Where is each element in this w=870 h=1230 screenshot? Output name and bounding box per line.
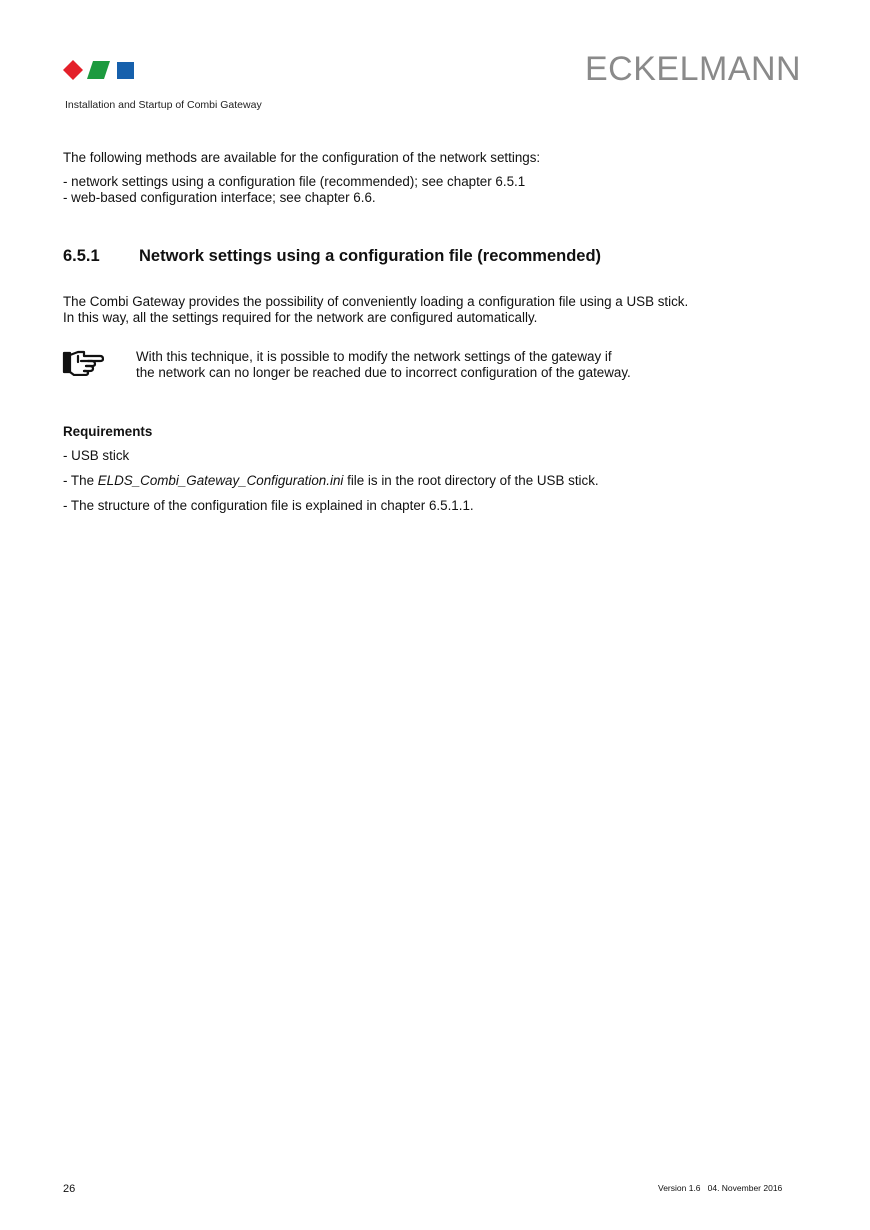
requirement-item: - USB stick [63, 448, 130, 463]
intro-paragraph: The following methods are available for the configuration of the network settings: [63, 150, 541, 165]
method-list [63, 174, 525, 206]
pointing-hand-icon [62, 348, 104, 376]
requirements-heading: Requirements [63, 424, 153, 439]
description-paragraph [63, 294, 688, 326]
document-header-title: Installation and Startup of Combi Gateway [65, 99, 262, 111]
note-text [136, 349, 631, 381]
page-number: 26 [63, 1183, 76, 1195]
description-line: In this way, all the settings required for the network are configured automatically. [63, 310, 538, 325]
company-logo-mark [63, 58, 135, 82]
section-number: 6.5.1 [63, 247, 100, 265]
description-line: The Combi Gateway provides the possibility of conveniently loading a configuration file using a USB stick. [63, 294, 689, 309]
section-heading [63, 247, 601, 266]
version-info: Version 1.6 04. November 2016 [658, 1183, 783, 1193]
requirement-text: - The [63, 473, 98, 488]
section-title: Network settings using a configuration file (recommended) [139, 247, 602, 265]
note-line: With this technique, it is possible to modify the network settings of the gateway if [136, 349, 612, 364]
note-line: the network can no longer be reached due to incorrect configuration of the gateway. [136, 365, 631, 380]
requirements-list [63, 448, 599, 523]
brand-name: ECKELMANN [585, 50, 802, 88]
requirement-item [63, 473, 599, 489]
requirement-text: file is in the root directory of the USB stick. [343, 473, 599, 488]
method-item: - network settings using a configuration file (recommended); see chapter 6.5.1 [63, 174, 526, 189]
method-item: - web-based configuration interface; see chapter 6.6. [63, 190, 376, 205]
config-filename: ELDS_Combi_Gateway_Configuration.ini [97, 473, 344, 488]
requirement-item: - The structure of the configuration file is explained in chapter 6.5.1.1. [63, 498, 474, 513]
